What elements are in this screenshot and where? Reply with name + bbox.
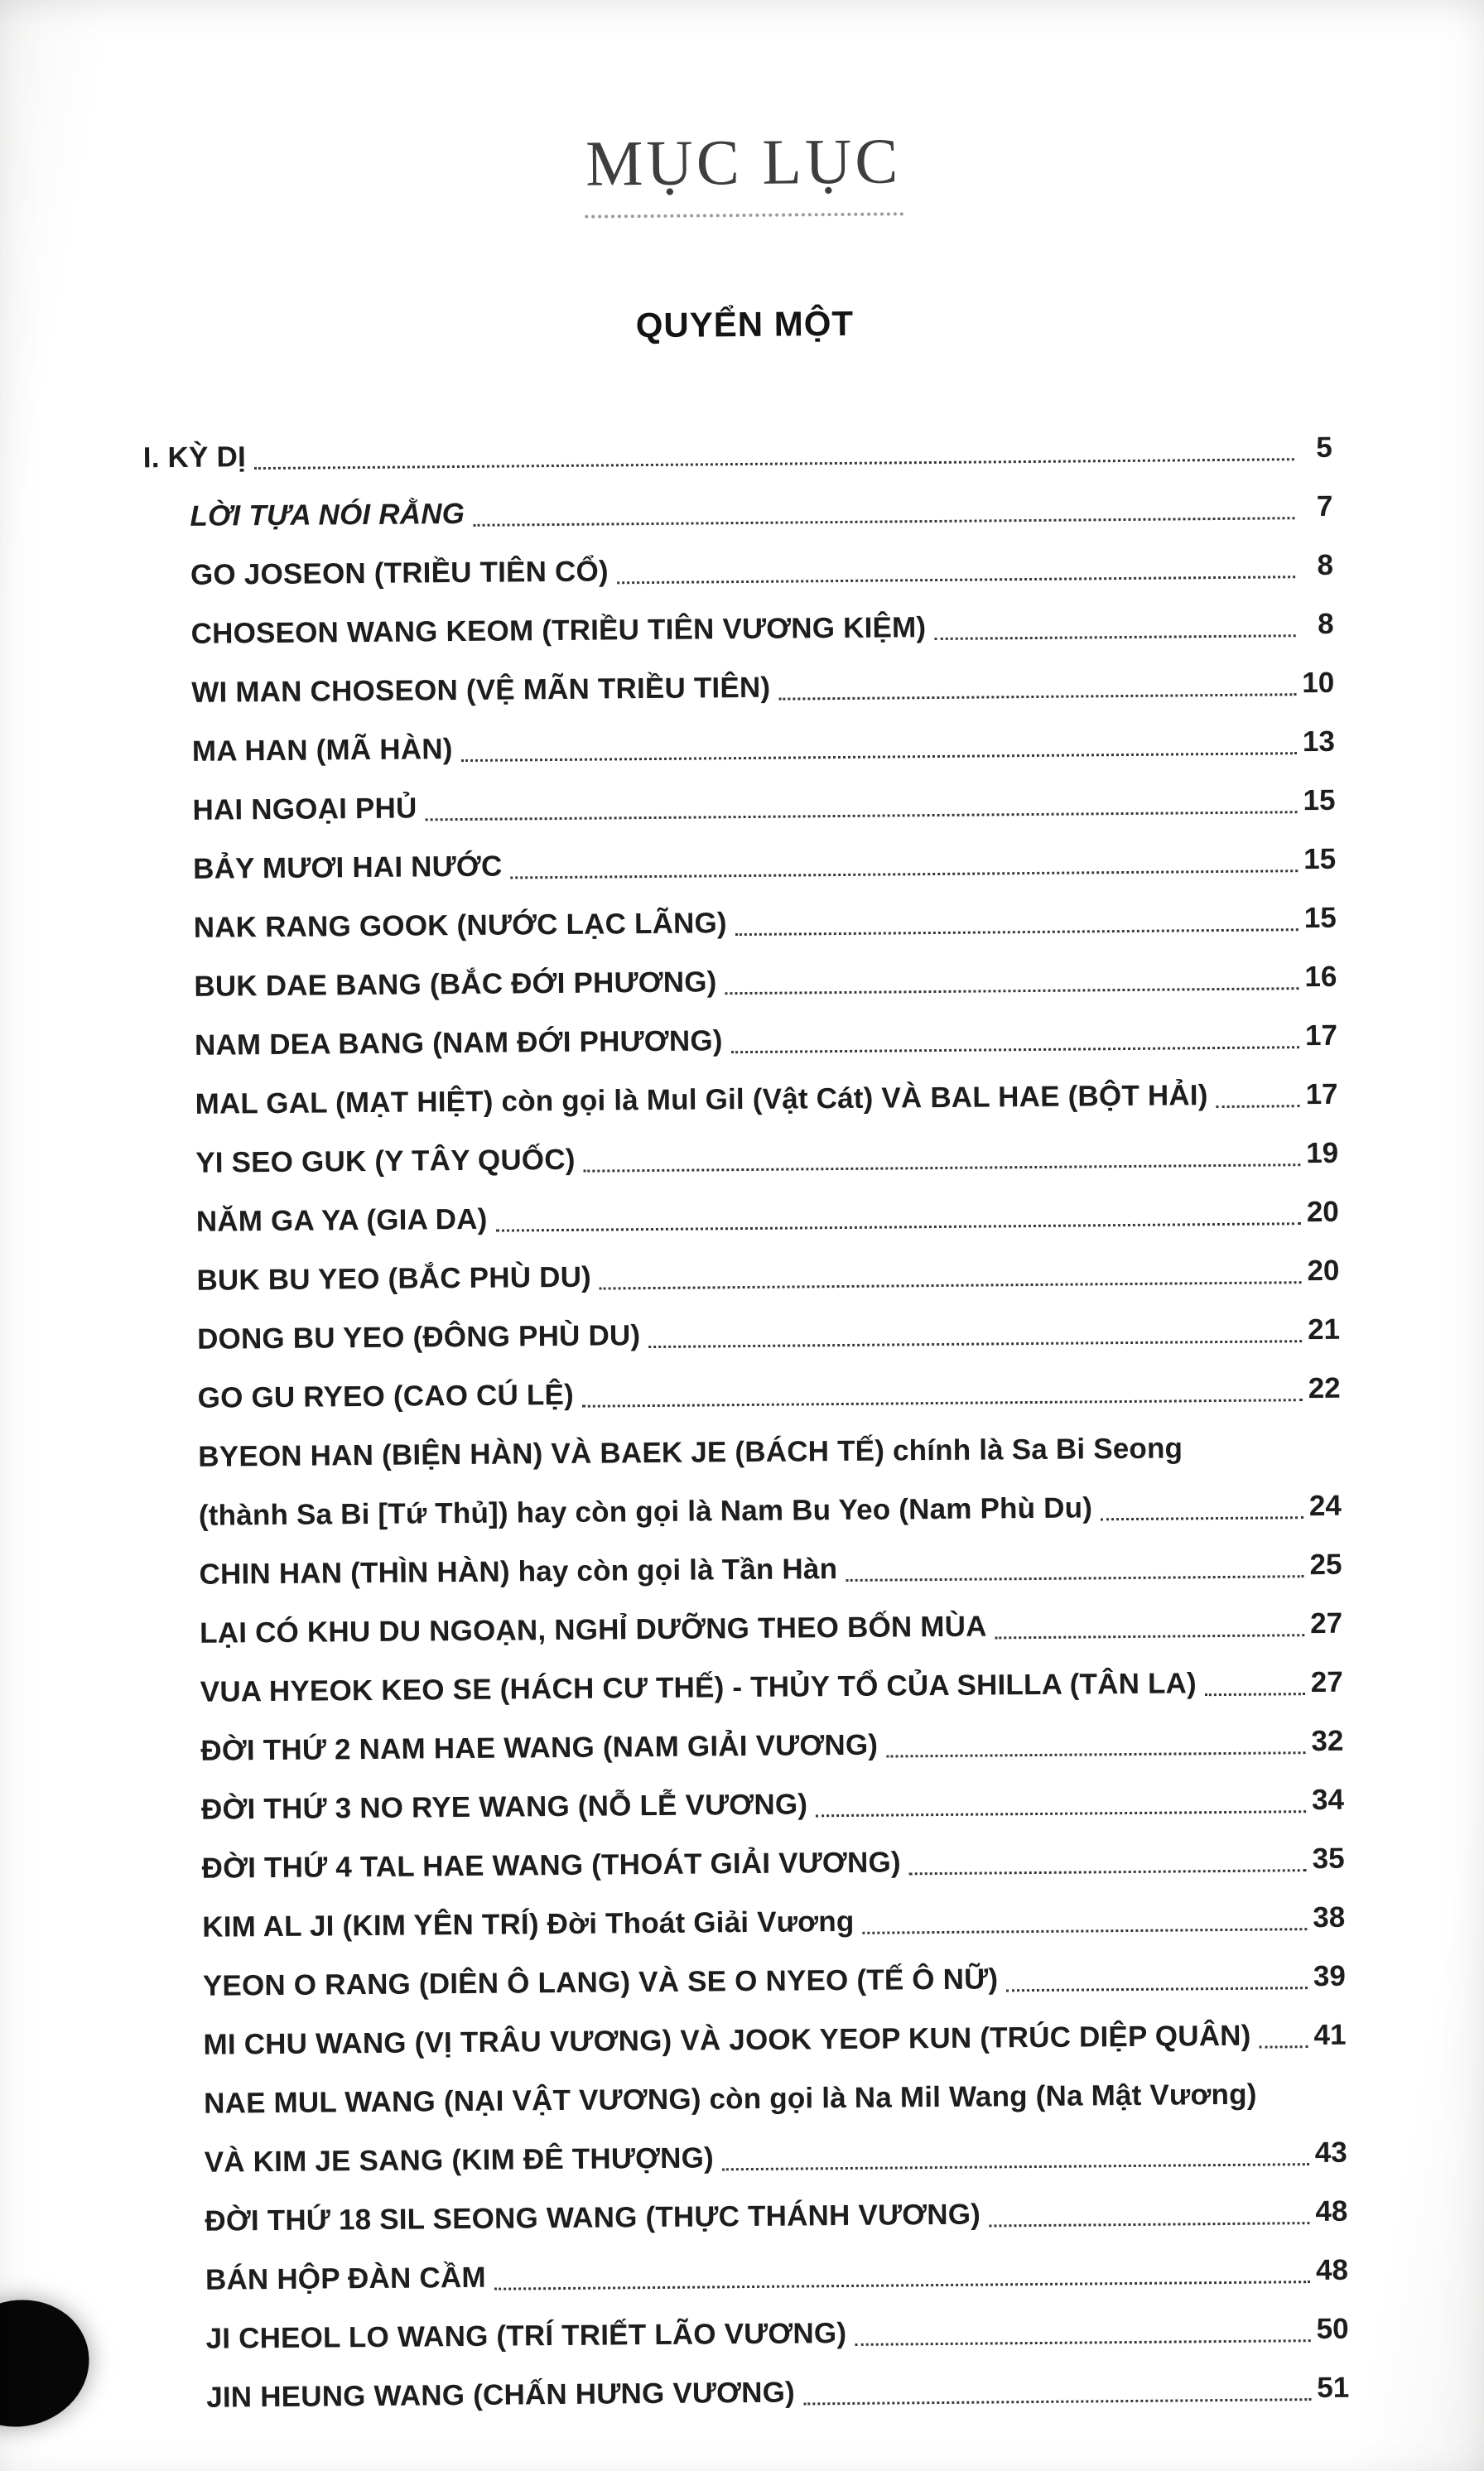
toc-entry-title: MAL GAL (MẠT HIỆT) còn gọi là Mul Gil (Vật Cát) VÀ BAL HAE (BỘT HẢI) bbox=[195, 1079, 1208, 1120]
toc-entry-line bbox=[199, 1535, 1342, 1604]
toc-entry-title: CHIN HAN (THÌN HÀN) hay còn gọi là Tần Hàn bbox=[199, 1553, 838, 1591]
toc-entry-page-number: 34 bbox=[1311, 1783, 1345, 1817]
toc-entry-page-number: 5 bbox=[1316, 431, 1332, 464]
toc-entry bbox=[205, 2300, 1349, 2368]
toc-entry-title: ĐỜI THỨ 3 NO RYE WANG (NỖ LỄ VƯƠNG) bbox=[200, 1788, 808, 1826]
toc-entry bbox=[191, 653, 1335, 722]
toc-entry-line bbox=[190, 536, 1334, 605]
dot-leader bbox=[722, 2123, 1309, 2170]
toc-entry-title: GO JOSEON (TRIỀU TIÊN CỔ) bbox=[190, 555, 609, 591]
toc-entry-page-number: 48 bbox=[1315, 2253, 1349, 2287]
dot-leader bbox=[600, 1241, 1302, 1289]
toc-entry bbox=[193, 889, 1337, 957]
toc-entry-line bbox=[196, 1241, 1340, 1310]
toc-entry-page-number: 25 bbox=[1309, 1548, 1342, 1582]
dot-leader bbox=[730, 1006, 1299, 1053]
toc-entry-line bbox=[202, 1888, 1346, 1957]
volume-heading: QUYỂN MỘT bbox=[635, 303, 855, 345]
toc-entry-title: GO GU RYEO (CAO CÚ LỆ) bbox=[197, 1378, 575, 1414]
toc-entry-title: I. KỲ DỊ bbox=[142, 441, 247, 474]
toc-entry-line bbox=[191, 653, 1335, 722]
toc-entry bbox=[204, 2064, 1347, 2192]
toc-entry-title: BẢY MƯƠI HAI NƯỚC bbox=[192, 850, 503, 885]
toc-entry-line bbox=[193, 830, 1337, 898]
dot-leader bbox=[510, 830, 1298, 879]
toc-entry bbox=[190, 595, 1334, 663]
dot-leader bbox=[1259, 2006, 1308, 2049]
toc-entry-line bbox=[194, 947, 1337, 1016]
toc-entry-line bbox=[200, 1653, 1343, 1722]
dot-leader bbox=[908, 1829, 1306, 1875]
toc-entry-title: DONG BU YEO (ĐÔNG PHÙ DU) bbox=[196, 1319, 641, 1356]
toc-entry-page-number: 43 bbox=[1314, 2136, 1347, 2170]
toc-entry-page-number: 41 bbox=[1313, 2018, 1347, 2052]
toc-list bbox=[142, 418, 1350, 2427]
toc-entry bbox=[197, 1300, 1341, 1369]
toc-entry-title: LẠI CÓ KHU DU NGOẠN, NGHỈ DƯỠNG THEO BỐN MÙA bbox=[200, 1610, 987, 1650]
toc-entry-line bbox=[192, 712, 1336, 781]
toc-entry-line bbox=[200, 1712, 1344, 1780]
toc-entry-title: BUK BU YEO (BẮC PHÙ DU) bbox=[196, 1260, 592, 1297]
dot-leader bbox=[1205, 1653, 1305, 1696]
toc-entry bbox=[205, 2241, 1349, 2310]
toc-entry bbox=[203, 2006, 1347, 2074]
toc-entry-page-number: 7 bbox=[1316, 489, 1333, 523]
toc-entry bbox=[192, 771, 1336, 840]
toc-entry-title: VUA HYEOK KEO SE (HÁCH CƯ THẾ) - THỦY TỔ CỦA SHILLA (TÂN LA) bbox=[200, 1667, 1197, 1708]
toc-entry-line bbox=[192, 771, 1336, 840]
toc-entry-title: NAM DEA BANG (NAM ĐỚI PHƯƠNG) bbox=[194, 1024, 723, 1062]
dot-leader bbox=[1101, 1476, 1303, 1520]
dot-leader bbox=[1216, 1065, 1299, 1108]
dot-leader bbox=[862, 1888, 1307, 1934]
dot-leader bbox=[934, 595, 1296, 640]
toc-entry-page-number: 15 bbox=[1303, 901, 1337, 935]
toc-entry-line bbox=[190, 595, 1334, 663]
toc-entry-line bbox=[204, 2064, 1347, 2133]
toc-entry-page-number: 15 bbox=[1303, 842, 1337, 876]
dot-leader bbox=[473, 477, 1295, 527]
toc-entry-page-number: 8 bbox=[1317, 607, 1334, 640]
toc-entry-line bbox=[201, 1770, 1345, 1839]
toc-entry bbox=[205, 2182, 1348, 2251]
toc-entry-line bbox=[142, 418, 1332, 488]
toc-entry-title: ĐỜI THỨ 18 SIL SEONG WANG (THỰC THÁNH VƯƠNG) bbox=[205, 2198, 981, 2237]
toc-entry bbox=[192, 712, 1336, 781]
toc-entry-page-number: 27 bbox=[1310, 1665, 1343, 1699]
dot-leader bbox=[648, 1300, 1302, 1348]
toc-entry bbox=[201, 1829, 1345, 1898]
toc-entry bbox=[198, 1418, 1342, 1545]
toc-entry-line bbox=[205, 2300, 1349, 2368]
toc-entry-page-number: 10 bbox=[1302, 666, 1335, 700]
dot-leader bbox=[725, 947, 1298, 995]
toc-entry-page-number: 16 bbox=[1304, 960, 1337, 994]
toc-entry-title: YEON O RANG (DIÊN Ô LANG) VÀ SE O NYEO (TẾ Ô NỮ) bbox=[202, 1963, 999, 2002]
toc-entry-page-number: 20 bbox=[1307, 1254, 1340, 1288]
toc-entry bbox=[199, 1535, 1342, 1604]
toc-entry-title: CHOSEON WANG KEOM (TRIỀU TIÊN VƯƠNG KIỆM) bbox=[190, 611, 927, 650]
toc-entry bbox=[203, 1947, 1347, 2016]
toc-entry-line bbox=[203, 2006, 1347, 2074]
toc-entry-page-number: 39 bbox=[1313, 1959, 1347, 1993]
dot-leader bbox=[583, 1124, 1300, 1173]
toc-entry-page-number: 8 bbox=[1317, 548, 1334, 581]
dot-leader bbox=[494, 2241, 1310, 2290]
dot-leader bbox=[855, 2300, 1311, 2346]
toc-entry-title: KIM AL JI (KIM YÊN TRÍ) Đời Thoát Giải Vương bbox=[202, 1905, 855, 1944]
toc-entry bbox=[206, 2358, 1350, 2427]
toc-entry-page-number: 24 bbox=[1308, 1489, 1342, 1523]
toc-entry-page-number: 38 bbox=[1313, 1900, 1346, 1934]
dot-leader bbox=[735, 889, 1298, 936]
toc-entry-page-number: 48 bbox=[1315, 2194, 1348, 2228]
toc-entry-line bbox=[205, 2241, 1349, 2310]
toc-entry-line bbox=[197, 1300, 1341, 1369]
toc-entry-title: NĂM GA YA (GIA DA) bbox=[195, 1202, 488, 1238]
toc-entry-line bbox=[201, 1829, 1345, 1898]
toc-entry-page-number: 35 bbox=[1312, 1842, 1345, 1876]
toc-entry-line bbox=[199, 1476, 1342, 1545]
toc-entry bbox=[202, 1888, 1346, 1957]
page-title: MỤC LỤC bbox=[585, 124, 902, 200]
dot-leader bbox=[1006, 1947, 1308, 1992]
toc-entry-line bbox=[204, 2123, 1347, 2192]
toc-entry-page-number: 22 bbox=[1308, 1371, 1341, 1405]
toc-entry-line bbox=[206, 2358, 1350, 2427]
toc-entry bbox=[194, 947, 1337, 1016]
toc-entry-title: HAI NGOẠI PHỦ bbox=[192, 792, 417, 826]
toc-entry-line bbox=[205, 2182, 1348, 2251]
toc-entry-page-number: 50 bbox=[1316, 2312, 1349, 2346]
toc-entry bbox=[200, 1594, 1343, 1663]
toc-entry-line bbox=[195, 1124, 1339, 1192]
dot-leader bbox=[846, 1535, 1304, 1582]
toc-entry-title: WI MAN CHOSEON (VỆ MÃN TRIỀU TIÊN) bbox=[191, 671, 771, 709]
dot-leader bbox=[254, 418, 1294, 470]
toc-entry bbox=[193, 830, 1337, 898]
toc-entry-title: BUK DAE BANG (BẮC ĐỚI PHƯƠNG) bbox=[194, 966, 717, 1003]
toc-entry-title: LỜI TỰA NÓI RẰNG bbox=[190, 497, 465, 532]
toc-entry-line bbox=[198, 1418, 1342, 1486]
toc-entry-page-number: 27 bbox=[1310, 1606, 1343, 1640]
dot-leader bbox=[616, 536, 1295, 584]
toc-entry-title: NAE MUL WANG (NẠI VẬT VƯƠNG) còn gọi là Na Mil Wang (Na Mật Vương) bbox=[203, 2078, 1257, 2120]
toc-entry bbox=[196, 1241, 1340, 1310]
title-underline-dots bbox=[585, 212, 903, 218]
toc-entry-title: (thành Sa Bi [Tứ Thủ]) hay còn gọi là Nam Bu Yeo (Nam Phù Du) bbox=[198, 1491, 1093, 1532]
toc-entry-title: JIN HEUNG WANG (CHẤN HƯNG VƯƠNG) bbox=[206, 2376, 796, 2414]
dot-leader bbox=[803, 2358, 1312, 2405]
toc-entry-line bbox=[195, 1065, 1338, 1134]
toc-entry-line bbox=[197, 1359, 1341, 1428]
toc-entry bbox=[190, 536, 1334, 605]
toc-entry bbox=[197, 1359, 1341, 1428]
toc-entry bbox=[142, 418, 1332, 488]
dot-leader bbox=[995, 1594, 1304, 1639]
dot-leader bbox=[495, 1183, 1301, 1231]
toc-entry-page-number: 13 bbox=[1302, 725, 1336, 759]
dot-leader bbox=[460, 712, 1297, 762]
toc-entry-title: ĐỜI THỨ 4 TAL HAE WANG (THOÁT GIẢI VƯƠNG) bbox=[201, 1846, 901, 1885]
toc-entry-line bbox=[200, 1594, 1343, 1663]
toc-entry-title: BÁN HỘP ĐÀN CẦM bbox=[205, 2261, 486, 2296]
dot-leader bbox=[582, 1359, 1303, 1408]
toc-entry bbox=[196, 1183, 1340, 1251]
toc-entry-page-number: 51 bbox=[1317, 2371, 1350, 2405]
toc-entry-title: YI SEO GUK (Y TÂY QUỐC) bbox=[195, 1143, 576, 1179]
toc-entry bbox=[195, 1065, 1338, 1134]
toc-entry-line bbox=[195, 1006, 1338, 1075]
toc-entry-line bbox=[203, 1947, 1347, 2016]
toc-entry-line bbox=[196, 1183, 1340, 1251]
toc-entry bbox=[195, 1006, 1338, 1075]
toc-entry-page-number: 17 bbox=[1305, 1077, 1338, 1111]
toc-entry-page-number: 17 bbox=[1304, 1019, 1338, 1052]
toc-entry bbox=[200, 1653, 1343, 1722]
toc-entry-line bbox=[190, 477, 1333, 546]
dot-leader bbox=[989, 2182, 1310, 2227]
toc-entry-title: BYEON HAN (BIỆN HÀN) VÀ BAEK JE (BÁCH TẾ) chính là Sa Bi Seong bbox=[198, 1432, 1183, 1473]
toc-entry-page-number: 19 bbox=[1306, 1136, 1339, 1170]
dot-leader bbox=[886, 1712, 1306, 1757]
toc-entry-line bbox=[193, 889, 1337, 957]
toc-entry-title: NAK RANG GOOK (NƯỚC LẠC LÃNG) bbox=[193, 907, 727, 944]
toc-entry-title: JI CHEOL LO WANG (TRÍ TRIẾT LÃO VƯƠNG) bbox=[205, 2317, 847, 2355]
toc-entry bbox=[195, 1124, 1339, 1192]
dot-leader bbox=[816, 1770, 1306, 1817]
toc-entry-title: VÀ KIM JE SANG (KIM ĐÊ THƯỢNG) bbox=[204, 2141, 715, 2179]
toc-entry-page-number: 15 bbox=[1303, 783, 1336, 817]
toc-entry-title: MI CHU WANG (VỊ TRÂU VƯƠNG) VÀ JOOK YEOP KUN (TRÚC DIỆP QUÂN) bbox=[203, 2019, 1251, 2061]
toc-entry-title: ĐỜI THỨ 2 NAM HAE WANG (NAM GIẢI VƯƠNG) bbox=[200, 1728, 879, 1767]
dot-leader bbox=[425, 771, 1297, 821]
toc-entry-page-number: 21 bbox=[1307, 1313, 1341, 1346]
toc-entry-page-number: 32 bbox=[1311, 1724, 1344, 1758]
dot-leader bbox=[778, 653, 1296, 700]
toc-entry-title: MA HAN (MÃ HÀN) bbox=[191, 733, 453, 768]
toc-entry-page-number: 20 bbox=[1306, 1195, 1339, 1229]
toc-entry bbox=[201, 1770, 1345, 1839]
toc-entry bbox=[200, 1712, 1344, 1780]
toc-entry bbox=[190, 477, 1333, 546]
